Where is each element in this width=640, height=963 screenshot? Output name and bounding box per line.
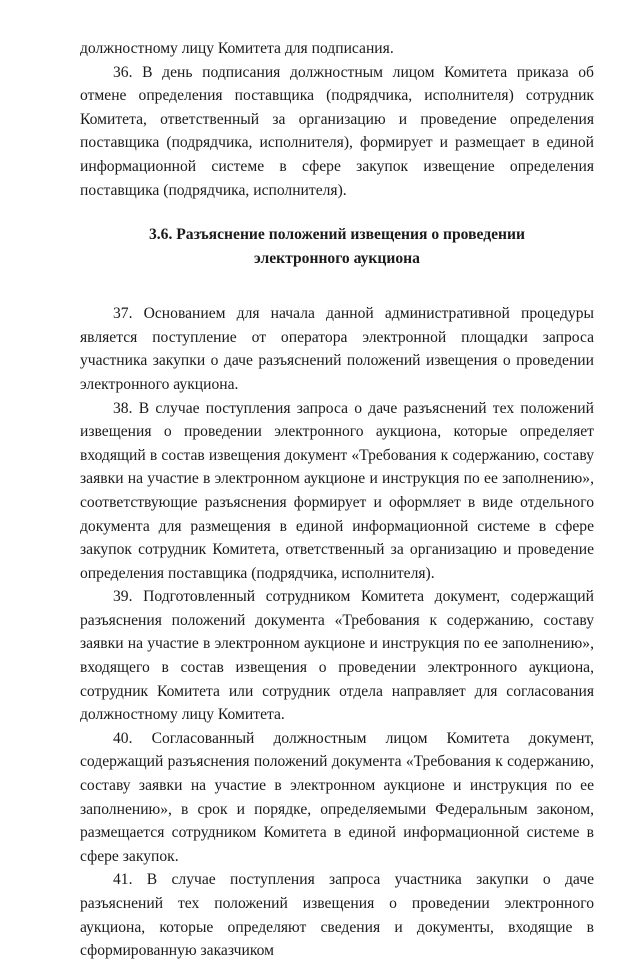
paragraph-37: 37. Основанием для начала данной административной процедуры является поступление от оператора электронной площадки запроса участника закупки о даче разъяснений положений извещения о проведении электронного аукциона. (80, 305, 594, 393)
continuation-text: должностному лицу Комитета для подписания. (80, 40, 394, 57)
section-heading-3-6 (80, 223, 594, 271)
paragraph-39: 39. Подготовленный сотрудником Комитета документ, содержащий разъяснения положений документа «Требования к содержанию, составу заявки на участие в электронном аукционе и инструкция по ее заполнению», входящего в состав извещения о проведении электронного аукциона, сотрудник Комитета или сотрудник отдела направляет для согласования должностному лицу Комитета. (80, 588, 594, 724)
paragraph-38: 38. В случае поступления запроса о даче разъяснений тех положений извещения о проведении электронного аукциона, которые определяет входящий в состав извещения документ «Требования к содержанию, составу заявки на участие в электронном аукционе и инструкция по ее заполнению», соответствующие разъяснения формирует и оформляет в виде отдельного документа для размещения в единой информационной системе в сфере закупок сотрудник Комитета, ответственный за организацию и проведение определения поставщика (подрядчика, исполнителя). (80, 399, 594, 582)
paragraph-41: 41. В случае поступления запроса участника закупки о даче разъяснений тех положений извещения о проведении электронного аукциона, которые определяют сведения и документы, входящие в сформированную заказчиком (80, 871, 594, 960)
paragraph-40: 40. Согласованный должностным лицом Комитета документ, содержащий разъяснения положений документа «Требования к содержанию, составу заявки на участие в электронном аукционе и инструкция по ее заполнению», в срок и порядке, определяемыми Федеральным законом, размещается сотрудником Комитета в единой информационной системе в сфере закупок. (80, 729, 594, 865)
paragraph-36: 36. В день подписания должностным лицом Комитета приказа об отмене определения поставщика (подрядчика, исполнителя) сотрудник Комитета, ответственный за организацию и проведение определения поставщика (подрядчика, исполнителя), формирует и размещает в единой информационной системе в сфере закупок извещение определения поставщика (подрядчика, исполнителя). (80, 63, 594, 199)
section-heading-line-2: электронного аукциона (254, 250, 420, 268)
section-heading-line-1: 3.6. Разъяснение положений извещения о проведении (148, 226, 525, 244)
document-body (80, 37, 594, 963)
